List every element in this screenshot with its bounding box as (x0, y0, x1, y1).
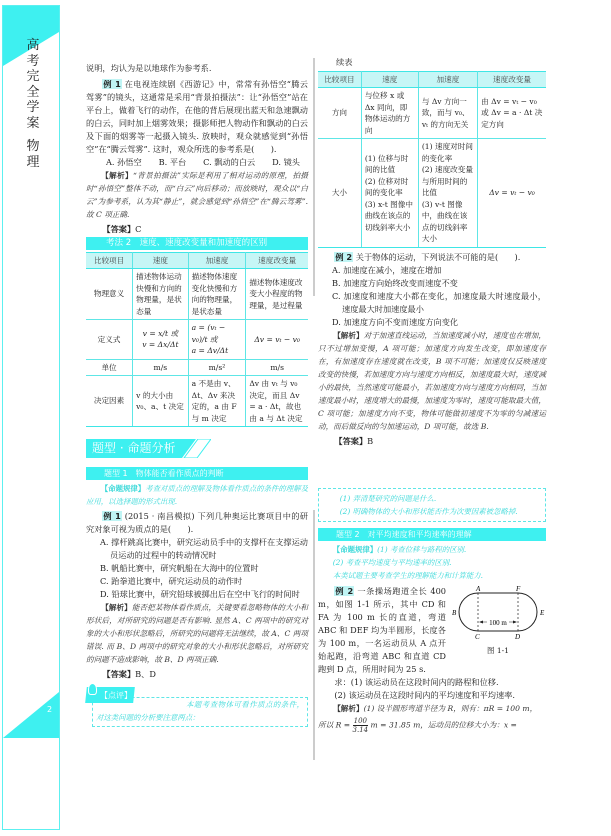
continued-label: 续表 (336, 57, 353, 67)
comment-continued-box: (1) 弄清楚研究的问题是什么. (2) 明确物体的大小和形状能否作为次要因素被忽略掉. (318, 488, 546, 522)
side-band (2, 5, 60, 830)
comment-text: 本题考查物体可看作质点的条件，对这类问题的分析要注意两点： (96, 700, 304, 722)
figure-distance-label: 100 m (489, 618, 507, 627)
table-header-row: 比较项目 速度 加速度 速度改变量 (86, 253, 308, 269)
column-gap (313, 298, 315, 498)
right-column (318, 56, 546, 734)
choice-a: A. 孙悟空 (106, 157, 142, 167)
type-2-title: 题型 2 对平均速度和平均速率的理解 (318, 528, 546, 541)
table-row: 物理意义 描述物体运动快慢和方向的物理量，是状态量 描述物体速度变化快慢和方向的物理量，是状态量 描述物体速度改变大小程度的物理量，是过程量 (86, 269, 308, 320)
choice-d: D. 镜头 (272, 157, 300, 167)
example-tag: 例 2 (335, 251, 353, 262)
type-2-rule: 【命题规律】(1) 考查位移与路程的区别. (332, 544, 467, 554)
fraction: $\frac{100}{3.14}$ (352, 716, 369, 734)
table-row: 方向 与位移 x 或 Δx 同向，即物体运动的方向 与 Δv 方向一致，而与 v₀、vₜ 的方向无关 由 Δv = vₜ − v₀ 或 Δv = a · Δt 决定方向 (318, 88, 546, 139)
choice-b: B. 加速度方向始终改变而速度不变 (332, 277, 458, 288)
example-3-analysis: 【解析】(1) 设半圆形弯道半径为 R，则有：πR = 100 m， (333, 703, 538, 713)
choice-b: B. 帆船比赛中，研究帆船在大海中的位置时 (100, 563, 259, 573)
example-2-answer: 【答案】B (334, 435, 374, 446)
intro-text: 说明，均认为是以地球作为参考系. (86, 63, 212, 73)
table-row: 单位 m/s m/s² m/s (86, 359, 308, 376)
point-c-label: C (475, 632, 480, 639)
example-tag: 例 1 (103, 511, 121, 521)
choice-c: C. 飘动的白云 (203, 157, 256, 167)
choice-b: B. 平台 (158, 157, 187, 167)
point-f-label: F (516, 584, 521, 593)
figure-track (450, 585, 546, 657)
choice-a: A. 加速度在减小，速度在增加 (332, 264, 442, 275)
example-1-question: 例 1 在电视连续剧《西游记》中，常常有孙悟空“腾云驾雾”的镜头，这通常是采用“背景拍摄法”：让“孙悟空”站在平台上，做着飞行的动作，在他的背后展现出蓝天和急速飘动的白云，同时加上烟雾效果；摄影师把人物动作和飘动的白云及下面的烟雾等一起摄入镜头. 放映时，观众就感觉到“孙悟空”在“腾云驾雾”. 这时，观众所选的参考系是( ). (86, 79, 308, 154)
example-1-answer: 【答案】C (102, 224, 142, 234)
example-3-analysis-cont: 所以 R = $\frac{100}{3.14}$ m = 31.85 m，运动员的位移大小为：x = (318, 716, 517, 734)
example-3-question: 例 2 一条操场跑道全长 400 m，如图 1-1 所示，其中 CD 和 FA 为 100 m 长的直道，弯道 ABC 和 DEF 均为半圆形，长度各为 100 m，一名运动员从 A 点开始起跑，沿弯道 ABC 和直道 CD 跑到 D 点，所用时间为 25 s. (318, 585, 446, 674)
comparison-table-continued (318, 71, 546, 248)
table-row: 大小 (1) 位移与时间的比值 (2) 位移对时间的变化率 (3) x-t 图像中曲线在该点的切线斜率大小 (1) 速度对时间的变化率 (2) 速度改变量与所用时间的比值 (3) v-t 图像中，曲线在该点的切线斜率大小 Δv = vₜ − v₀ (318, 139, 546, 248)
figure-caption: 图 1-1 (487, 645, 509, 655)
table-header-row: 比较项目 速度 加速度 速度改变量 (318, 72, 546, 88)
example-1-choices (86, 156, 308, 169)
point-a-label: A (476, 584, 481, 593)
choice-c: C. 跆拳道比赛中，研究运动员的动作时 (100, 576, 243, 586)
example-tag: 例 1 (103, 79, 121, 89)
comparison-table (86, 252, 308, 427)
type-2-rule-line: (2) 考查平均速度与平均速率的区别. (332, 557, 452, 567)
choice-d: D. 铅球比赛中，研究铅球被掷出后在空中飞行的时间时 (100, 589, 300, 599)
comment-label: 【点评】 (100, 691, 132, 700)
question-1: 求：(1) 该运动员在这段时间内的路程和位移. (334, 676, 499, 687)
type-1-example-question: 例 1 (2015 · 南昌模拟) 下列几种奥运比赛项目中的研究对象可视为质点的是( ). (86, 511, 308, 534)
point-d-label: D (515, 632, 521, 639)
type-1-title: 题型 1 物体能否看作质点的判断 (86, 467, 308, 480)
type-2-rule-line: 本类试题主要考查学生的理解能力和计算能力. (332, 570, 483, 580)
track-diagram (450, 585, 546, 639)
example-3 (318, 585, 546, 734)
comment-box (86, 687, 308, 727)
type-1-rule: 【命题规律】考查对质点的理解及物体看作质点的条件的理解及应用，以选择题的形式出现. (86, 484, 308, 506)
type-1-analysis: 【解析】能否把某物体看作质点，关键要看忽略物体的大小和形状后，对所研究的问题是否有影响. 显然 A、C 两项中的研究对象的大小和形状忽略后，所研究的问题将无法继续，故 A、C 两项错误. 而 B、D 两项中的研究对象的大小和形状忽略后，对所研究的问题不造成影响，故 B、D 两项正确. (86, 603, 309, 664)
table-row: 定义式 v = x/t 或 v = Δx/Δt a = (vₜ − v₀)/t 或 a = Δv/Δt Δv = vₜ − v₀ (86, 320, 308, 360)
choice-c: C. 加速度和速度大小都在变化，加速度最大时速度最小，速度最大时加速度最小 (332, 290, 546, 314)
column-divider (313, 510, 315, 760)
book-title: 高 考 完 全 学 案 物 理 (26, 38, 40, 170)
section-heading: 题型 · 命题分析 (86, 439, 308, 458)
example-2-question: 例 2 关于物体的运动，下列说法不可能的是( ). (335, 251, 521, 262)
point-e-label: E (540, 608, 545, 617)
column-divider (313, 58, 315, 296)
kaofa-2-title: 考法 2 速度、速度改变量和加速度的区别 (86, 237, 308, 250)
example-tag: 例 2 (335, 585, 354, 596)
lightbulb-icon (88, 683, 97, 695)
side-band-bottom-triangle (3, 692, 59, 738)
example-2-analysis: 【解析】对于加速直线运动，当加速度减小时，速度也在增加，只不过增加变慢，A 项可能；加速度方向发生改变，即加速度存在，有加速度存在速度就在改变，B 项不可能；加速度仅反映速度改变的快慢，若加速度方向与速度方向相反，加速度最大时，速度减小的最快，当然速度可能最小，若加速度方向与速度方向相同，当加速度最小时，速度增大的最慢，加速度为零时，速度可能取最大值，C 项可能；加速度方向不变，物体可能做初速度不为零的匀减速运动，而后做反向的匀加速运动，D 项可能，故选 B. (318, 330, 547, 431)
left-column (86, 62, 308, 727)
type-1-answer: 【答案】B、D (102, 669, 156, 679)
point-b-label: B (452, 608, 457, 617)
question-2: (2) 该运动员在这段时间内的平均速度和平均速率. (334, 689, 515, 700)
example-1-analysis: 【解析】“背景拍摄法”实际是利用了相对运动的原理，拍摄时“孙悟空”整体不动，而“白云”向后移动；而放映时，观众以“白云”为参考系，认为其“静止”，就会感觉到“孙悟空”在“腾云驾雾”. 故 C 项正确. (86, 171, 309, 219)
choice-a: A. 撑杆跳高比赛中，研究运动员手中的支撑杆在支撑运动员运动的过程中的转动情况时 (100, 537, 308, 560)
page-number: 2 (47, 705, 53, 714)
table-row: 决定因素 v 的大小由 v₀、a、t 决定 a 不是由 v、Δt、Δv 来决定的，a 由 F 与 m 决定 Δv 由 vₜ 与 v₀ 决定，而且 Δv = a · Δt，故也由 a 与 Δt 决定 (86, 376, 308, 427)
choice-d: D. 加速度方向不变而速度方向变化 (332, 316, 459, 327)
